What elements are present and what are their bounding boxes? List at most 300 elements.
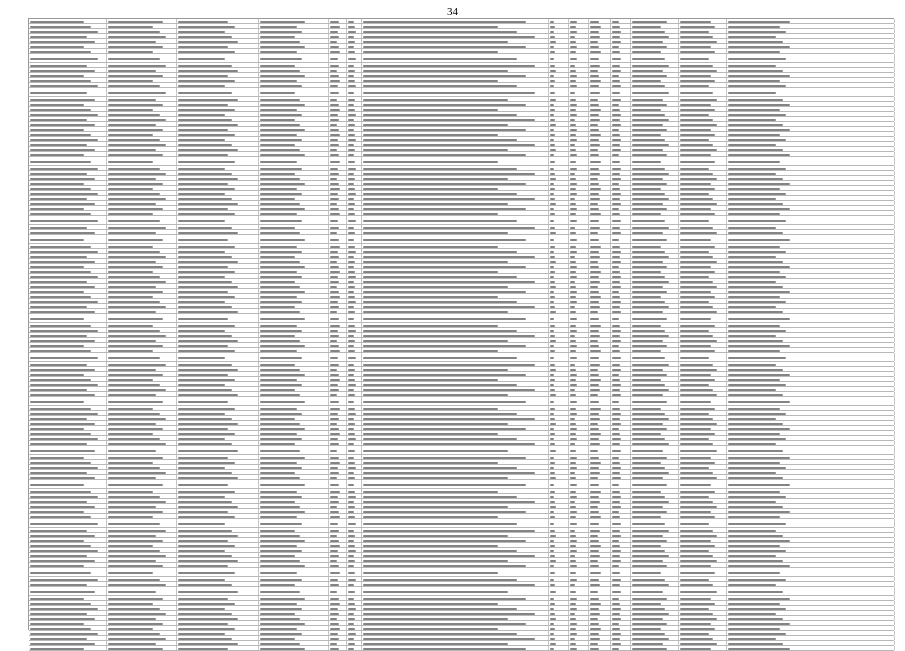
table-cell bbox=[549, 97, 569, 101]
illegible-cell-text bbox=[570, 261, 576, 263]
table-cell bbox=[569, 152, 589, 156]
table-cell bbox=[329, 29, 347, 33]
table-cell bbox=[177, 646, 259, 650]
illegible-cell-text bbox=[680, 591, 717, 593]
table-cell bbox=[679, 73, 727, 77]
illegible-cell-text bbox=[632, 484, 667, 486]
table-cell bbox=[611, 470, 631, 474]
illegible-cell-text bbox=[348, 198, 354, 200]
table-cell bbox=[329, 558, 347, 562]
table-cell bbox=[631, 78, 679, 82]
table-cell bbox=[107, 631, 177, 635]
table-cell bbox=[347, 568, 362, 576]
illegible-cell-text bbox=[590, 443, 600, 445]
illegible-cell-text bbox=[363, 311, 508, 313]
illegible-cell-text bbox=[108, 633, 160, 635]
table-cell bbox=[29, 117, 107, 121]
table-cell bbox=[569, 353, 589, 361]
table-cell bbox=[177, 196, 259, 200]
illegible-cell-text bbox=[260, 75, 305, 77]
table-cell bbox=[549, 377, 569, 381]
illegible-cell-text bbox=[680, 491, 715, 493]
table-cell bbox=[107, 387, 177, 391]
table-cell bbox=[589, 577, 611, 581]
table-cell bbox=[177, 441, 259, 445]
illegible-cell-text bbox=[632, 423, 663, 425]
illegible-cell-text bbox=[178, 296, 235, 298]
illegible-cell-text bbox=[590, 85, 599, 87]
table-cell bbox=[177, 509, 259, 513]
table-cell bbox=[727, 264, 895, 268]
illegible-cell-text bbox=[550, 535, 556, 537]
illegible-cell-text bbox=[632, 183, 667, 185]
table-cell bbox=[727, 519, 895, 527]
illegible-cell-text bbox=[363, 119, 535, 121]
table-cell bbox=[177, 34, 259, 38]
table-cell bbox=[589, 587, 611, 595]
table-cell bbox=[362, 206, 549, 210]
table-cell bbox=[589, 244, 611, 248]
illegible-cell-text bbox=[260, 208, 305, 210]
illegible-cell-text bbox=[632, 46, 667, 48]
table-cell bbox=[549, 441, 569, 445]
table-cell bbox=[362, 24, 549, 28]
illegible-cell-text bbox=[612, 256, 620, 258]
table-cell bbox=[549, 186, 569, 190]
table-cell bbox=[611, 191, 631, 195]
illegible-cell-text bbox=[550, 36, 555, 38]
illegible-cell-text bbox=[632, 643, 663, 645]
illegible-cell-text bbox=[632, 301, 665, 303]
illegible-cell-text bbox=[632, 325, 661, 327]
table-cell bbox=[177, 499, 259, 503]
table-cell bbox=[549, 284, 569, 288]
illegible-cell-text bbox=[363, 462, 498, 464]
table-cell bbox=[362, 543, 549, 547]
table-cell bbox=[107, 137, 177, 141]
illegible-cell-text bbox=[728, 208, 790, 210]
illegible-cell-text bbox=[260, 188, 297, 190]
illegible-cell-text bbox=[330, 80, 340, 82]
table-cell bbox=[347, 470, 362, 474]
illegible-cell-text bbox=[260, 296, 297, 298]
table-cell bbox=[29, 24, 107, 28]
illegible-cell-text bbox=[178, 208, 228, 210]
illegible-cell-text bbox=[550, 472, 555, 474]
illegible-cell-text bbox=[550, 357, 554, 359]
illegible-cell-text bbox=[728, 638, 776, 640]
illegible-cell-text bbox=[30, 496, 98, 498]
table-cell bbox=[259, 299, 329, 303]
table-cell bbox=[569, 284, 589, 288]
illegible-cell-text bbox=[363, 291, 526, 293]
table-cell bbox=[177, 606, 259, 610]
table-cell bbox=[679, 441, 727, 445]
table-cell bbox=[107, 528, 177, 532]
illegible-cell-text bbox=[728, 511, 790, 513]
illegible-cell-text bbox=[348, 516, 355, 518]
table-cell bbox=[329, 249, 347, 253]
illegible-cell-text bbox=[260, 178, 300, 180]
table-cell bbox=[611, 431, 631, 435]
table-cell bbox=[347, 596, 362, 600]
table-cell bbox=[347, 441, 362, 445]
illegible-cell-text bbox=[108, 21, 163, 23]
table-cell bbox=[362, 436, 549, 440]
illegible-cell-text bbox=[330, 325, 340, 327]
illegible-cell-text bbox=[680, 598, 711, 600]
table-cell bbox=[631, 387, 679, 391]
illegible-cell-text bbox=[632, 220, 665, 222]
illegible-cell-text bbox=[680, 124, 717, 126]
illegible-cell-text bbox=[550, 591, 556, 593]
illegible-cell-text bbox=[178, 364, 232, 366]
table-cell bbox=[727, 480, 895, 488]
table-cell bbox=[549, 416, 569, 420]
table-cell bbox=[29, 166, 107, 170]
illegible-cell-text bbox=[632, 506, 663, 508]
illegible-cell-text bbox=[178, 579, 225, 581]
table-cell bbox=[727, 411, 895, 415]
table-cell bbox=[727, 137, 895, 141]
illegible-cell-text bbox=[30, 477, 95, 479]
illegible-cell-text bbox=[632, 58, 665, 60]
illegible-cell-text bbox=[260, 608, 302, 610]
table-cell bbox=[107, 102, 177, 106]
illegible-cell-text bbox=[680, 428, 711, 430]
table-cell bbox=[29, 333, 107, 337]
table-cell bbox=[329, 294, 347, 298]
table-cell bbox=[611, 465, 631, 469]
table-cell bbox=[347, 621, 362, 625]
illegible-cell-text bbox=[632, 584, 669, 586]
illegible-cell-text bbox=[30, 36, 87, 38]
table-cell bbox=[589, 304, 611, 308]
illegible-cell-text bbox=[348, 643, 355, 645]
illegible-cell-text bbox=[550, 530, 555, 532]
illegible-cell-text bbox=[728, 633, 786, 635]
table-cell bbox=[569, 264, 589, 268]
illegible-cell-text bbox=[590, 477, 598, 479]
illegible-cell-text bbox=[550, 350, 555, 352]
table-cell bbox=[549, 181, 569, 185]
illegible-cell-text bbox=[550, 227, 555, 229]
table-cell bbox=[611, 157, 631, 165]
illegible-cell-text bbox=[570, 584, 575, 586]
illegible-cell-text bbox=[680, 560, 717, 562]
illegible-cell-text bbox=[348, 80, 355, 82]
table-cell bbox=[631, 392, 679, 396]
illegible-cell-text bbox=[30, 418, 87, 420]
table-cell bbox=[107, 460, 177, 464]
illegible-cell-text bbox=[728, 296, 780, 298]
illegible-cell-text bbox=[728, 198, 776, 200]
table-cell bbox=[727, 636, 895, 640]
table-cell bbox=[589, 582, 611, 586]
table-cell bbox=[29, 34, 107, 38]
illegible-cell-text bbox=[330, 364, 339, 366]
table-cell bbox=[727, 397, 895, 405]
illegible-cell-text bbox=[632, 256, 669, 258]
illegible-cell-text bbox=[30, 119, 87, 121]
table-cell bbox=[259, 426, 329, 430]
illegible-cell-text bbox=[330, 472, 339, 474]
table-cell bbox=[589, 259, 611, 263]
illegible-cell-text bbox=[30, 296, 91, 298]
illegible-cell-text bbox=[550, 462, 555, 464]
table-cell bbox=[611, 646, 631, 650]
table-cell bbox=[611, 206, 631, 210]
table-cell bbox=[29, 480, 107, 488]
table-cell bbox=[259, 601, 329, 605]
table-cell bbox=[329, 137, 347, 141]
table-cell bbox=[549, 631, 569, 635]
table-cell bbox=[107, 611, 177, 615]
illegible-cell-text bbox=[260, 134, 297, 136]
table-cell bbox=[569, 83, 589, 87]
illegible-cell-text bbox=[728, 134, 780, 136]
table-cell bbox=[549, 211, 569, 215]
illegible-cell-text bbox=[178, 161, 235, 163]
table-cell bbox=[549, 568, 569, 576]
table-cell bbox=[727, 166, 895, 170]
illegible-cell-text bbox=[330, 271, 340, 273]
illegible-cell-text bbox=[363, 168, 517, 170]
illegible-cell-text bbox=[680, 608, 709, 610]
table-cell bbox=[362, 117, 549, 121]
illegible-cell-text bbox=[632, 565, 667, 567]
table-cell bbox=[727, 382, 895, 386]
table-cell bbox=[679, 446, 727, 454]
table-cell bbox=[569, 259, 589, 263]
table-cell bbox=[727, 78, 895, 82]
table-cell bbox=[589, 249, 611, 253]
illegible-cell-text bbox=[348, 85, 356, 87]
illegible-cell-text bbox=[550, 80, 555, 82]
table-cell bbox=[589, 264, 611, 268]
table-cell bbox=[569, 54, 589, 62]
illegible-cell-text bbox=[363, 256, 535, 258]
illegible-cell-text bbox=[570, 281, 575, 283]
table-cell bbox=[329, 157, 347, 165]
table-cell bbox=[347, 88, 362, 96]
illegible-cell-text bbox=[612, 21, 619, 23]
table-cell bbox=[29, 548, 107, 552]
table-cell bbox=[107, 157, 177, 165]
table-cell bbox=[29, 112, 107, 116]
illegible-cell-text bbox=[570, 139, 577, 141]
illegible-cell-text bbox=[108, 26, 153, 28]
table-cell bbox=[347, 353, 362, 361]
table-cell bbox=[611, 333, 631, 337]
illegible-cell-text bbox=[728, 335, 776, 337]
illegible-cell-text bbox=[348, 154, 354, 156]
illegible-cell-text bbox=[108, 423, 156, 425]
illegible-cell-text bbox=[30, 139, 98, 141]
table-cell bbox=[549, 519, 569, 527]
table-cell bbox=[569, 216, 589, 224]
illegible-cell-text bbox=[30, 457, 84, 459]
table-cell bbox=[549, 122, 569, 126]
table-cell bbox=[347, 446, 362, 454]
table-cell bbox=[329, 514, 347, 518]
table-cell bbox=[347, 54, 362, 62]
illegible-cell-text bbox=[590, 467, 599, 469]
table-cell bbox=[569, 587, 589, 595]
illegible-cell-text bbox=[612, 58, 621, 60]
illegible-cell-text bbox=[632, 389, 669, 391]
illegible-cell-text bbox=[30, 443, 87, 445]
illegible-cell-text bbox=[108, 188, 153, 190]
illegible-cell-text bbox=[363, 213, 498, 215]
table-cell bbox=[107, 314, 177, 322]
illegible-cell-text bbox=[363, 579, 517, 581]
illegible-cell-text bbox=[728, 579, 786, 581]
illegible-cell-text bbox=[590, 648, 599, 650]
illegible-cell-text bbox=[348, 413, 356, 415]
illegible-cell-text bbox=[632, 109, 661, 111]
table-cell bbox=[29, 382, 107, 386]
illegible-cell-text bbox=[363, 114, 517, 116]
table-cell bbox=[589, 83, 611, 87]
illegible-cell-text bbox=[330, 286, 337, 288]
table-cell bbox=[107, 142, 177, 146]
illegible-cell-text bbox=[108, 36, 166, 38]
illegible-cell-text bbox=[363, 550, 517, 552]
table-cell bbox=[362, 519, 549, 527]
table-cell bbox=[679, 264, 727, 268]
illegible-cell-text bbox=[590, 220, 599, 222]
illegible-cell-text bbox=[108, 506, 156, 508]
illegible-cell-text bbox=[612, 70, 621, 72]
illegible-cell-text bbox=[632, 178, 663, 180]
table-cell bbox=[107, 480, 177, 488]
table-cell bbox=[631, 621, 679, 625]
table-cell bbox=[177, 548, 259, 552]
table-cell bbox=[589, 68, 611, 72]
table-cell bbox=[589, 44, 611, 48]
table-cell bbox=[177, 431, 259, 435]
illegible-cell-text bbox=[178, 31, 225, 33]
illegible-cell-text bbox=[550, 261, 556, 263]
table-cell bbox=[107, 596, 177, 600]
table-cell bbox=[259, 147, 329, 151]
illegible-cell-text bbox=[550, 628, 555, 630]
illegible-cell-text bbox=[632, 251, 665, 253]
illegible-cell-text bbox=[550, 389, 555, 391]
table-cell bbox=[679, 543, 727, 547]
table-cell bbox=[177, 343, 259, 347]
table-cell bbox=[177, 216, 259, 224]
table-cell bbox=[107, 152, 177, 156]
illegible-cell-text bbox=[30, 65, 87, 67]
illegible-cell-text bbox=[680, 281, 713, 283]
table-cell bbox=[611, 641, 631, 645]
table-cell bbox=[29, 181, 107, 185]
illegible-cell-text bbox=[680, 203, 717, 205]
table-cell bbox=[631, 176, 679, 180]
table-cell bbox=[549, 499, 569, 503]
illegible-cell-text bbox=[570, 70, 576, 72]
table-cell bbox=[29, 446, 107, 454]
illegible-cell-text bbox=[108, 628, 153, 630]
table-cell bbox=[569, 577, 589, 581]
illegible-cell-text bbox=[363, 301, 517, 303]
table-cell bbox=[611, 176, 631, 180]
table-cell bbox=[679, 333, 727, 337]
table-cell bbox=[259, 587, 329, 595]
table-cell bbox=[631, 519, 679, 527]
table-cell bbox=[329, 362, 347, 366]
table-cell bbox=[589, 132, 611, 136]
table-cell bbox=[727, 68, 895, 72]
illegible-cell-text bbox=[108, 345, 163, 347]
table-cell bbox=[589, 353, 611, 361]
illegible-cell-text bbox=[612, 129, 619, 131]
illegible-cell-text bbox=[550, 335, 555, 337]
illegible-cell-text bbox=[348, 523, 356, 525]
table-cell bbox=[589, 596, 611, 600]
illegible-cell-text bbox=[570, 379, 576, 381]
illegible-cell-text bbox=[728, 70, 783, 72]
table-cell bbox=[569, 568, 589, 576]
table-cell bbox=[347, 201, 362, 205]
illegible-cell-text bbox=[363, 251, 517, 253]
illegible-cell-text bbox=[590, 389, 600, 391]
illegible-cell-text bbox=[570, 325, 576, 327]
illegible-cell-text bbox=[260, 183, 305, 185]
illegible-cell-text bbox=[178, 401, 228, 403]
table-cell bbox=[569, 646, 589, 650]
illegible-cell-text bbox=[680, 232, 717, 234]
table-cell bbox=[569, 411, 589, 415]
illegible-cell-text bbox=[632, 638, 669, 640]
illegible-cell-text bbox=[632, 579, 665, 581]
table-cell bbox=[107, 88, 177, 96]
table-cell bbox=[329, 475, 347, 479]
table-cell bbox=[347, 587, 362, 595]
table-cell bbox=[549, 362, 569, 366]
table-cell bbox=[589, 436, 611, 440]
table-cell bbox=[611, 196, 631, 200]
table-cell bbox=[549, 39, 569, 43]
table-cell bbox=[549, 460, 569, 464]
table-cell bbox=[569, 142, 589, 146]
illegible-cell-text bbox=[728, 540, 790, 542]
table-cell bbox=[107, 397, 177, 405]
table-cell bbox=[259, 406, 329, 410]
illegible-cell-text bbox=[680, 85, 709, 87]
table-cell bbox=[362, 553, 549, 557]
illegible-cell-text bbox=[550, 134, 555, 136]
illegible-cell-text bbox=[632, 350, 661, 352]
table-cell bbox=[362, 426, 549, 430]
table-cell bbox=[631, 563, 679, 567]
illegible-cell-text bbox=[348, 491, 355, 493]
illegible-cell-text bbox=[550, 144, 555, 146]
illegible-cell-text bbox=[363, 598, 526, 600]
illegible-cell-text bbox=[178, 51, 235, 53]
illegible-cell-text bbox=[550, 516, 555, 518]
illegible-cell-text bbox=[108, 501, 166, 503]
table-cell bbox=[679, 382, 727, 386]
table-cell bbox=[362, 582, 549, 586]
table-cell bbox=[679, 49, 727, 53]
table-cell bbox=[611, 343, 631, 347]
table-cell bbox=[362, 289, 549, 293]
illegible-cell-text bbox=[728, 472, 776, 474]
table-row bbox=[29, 646, 894, 651]
